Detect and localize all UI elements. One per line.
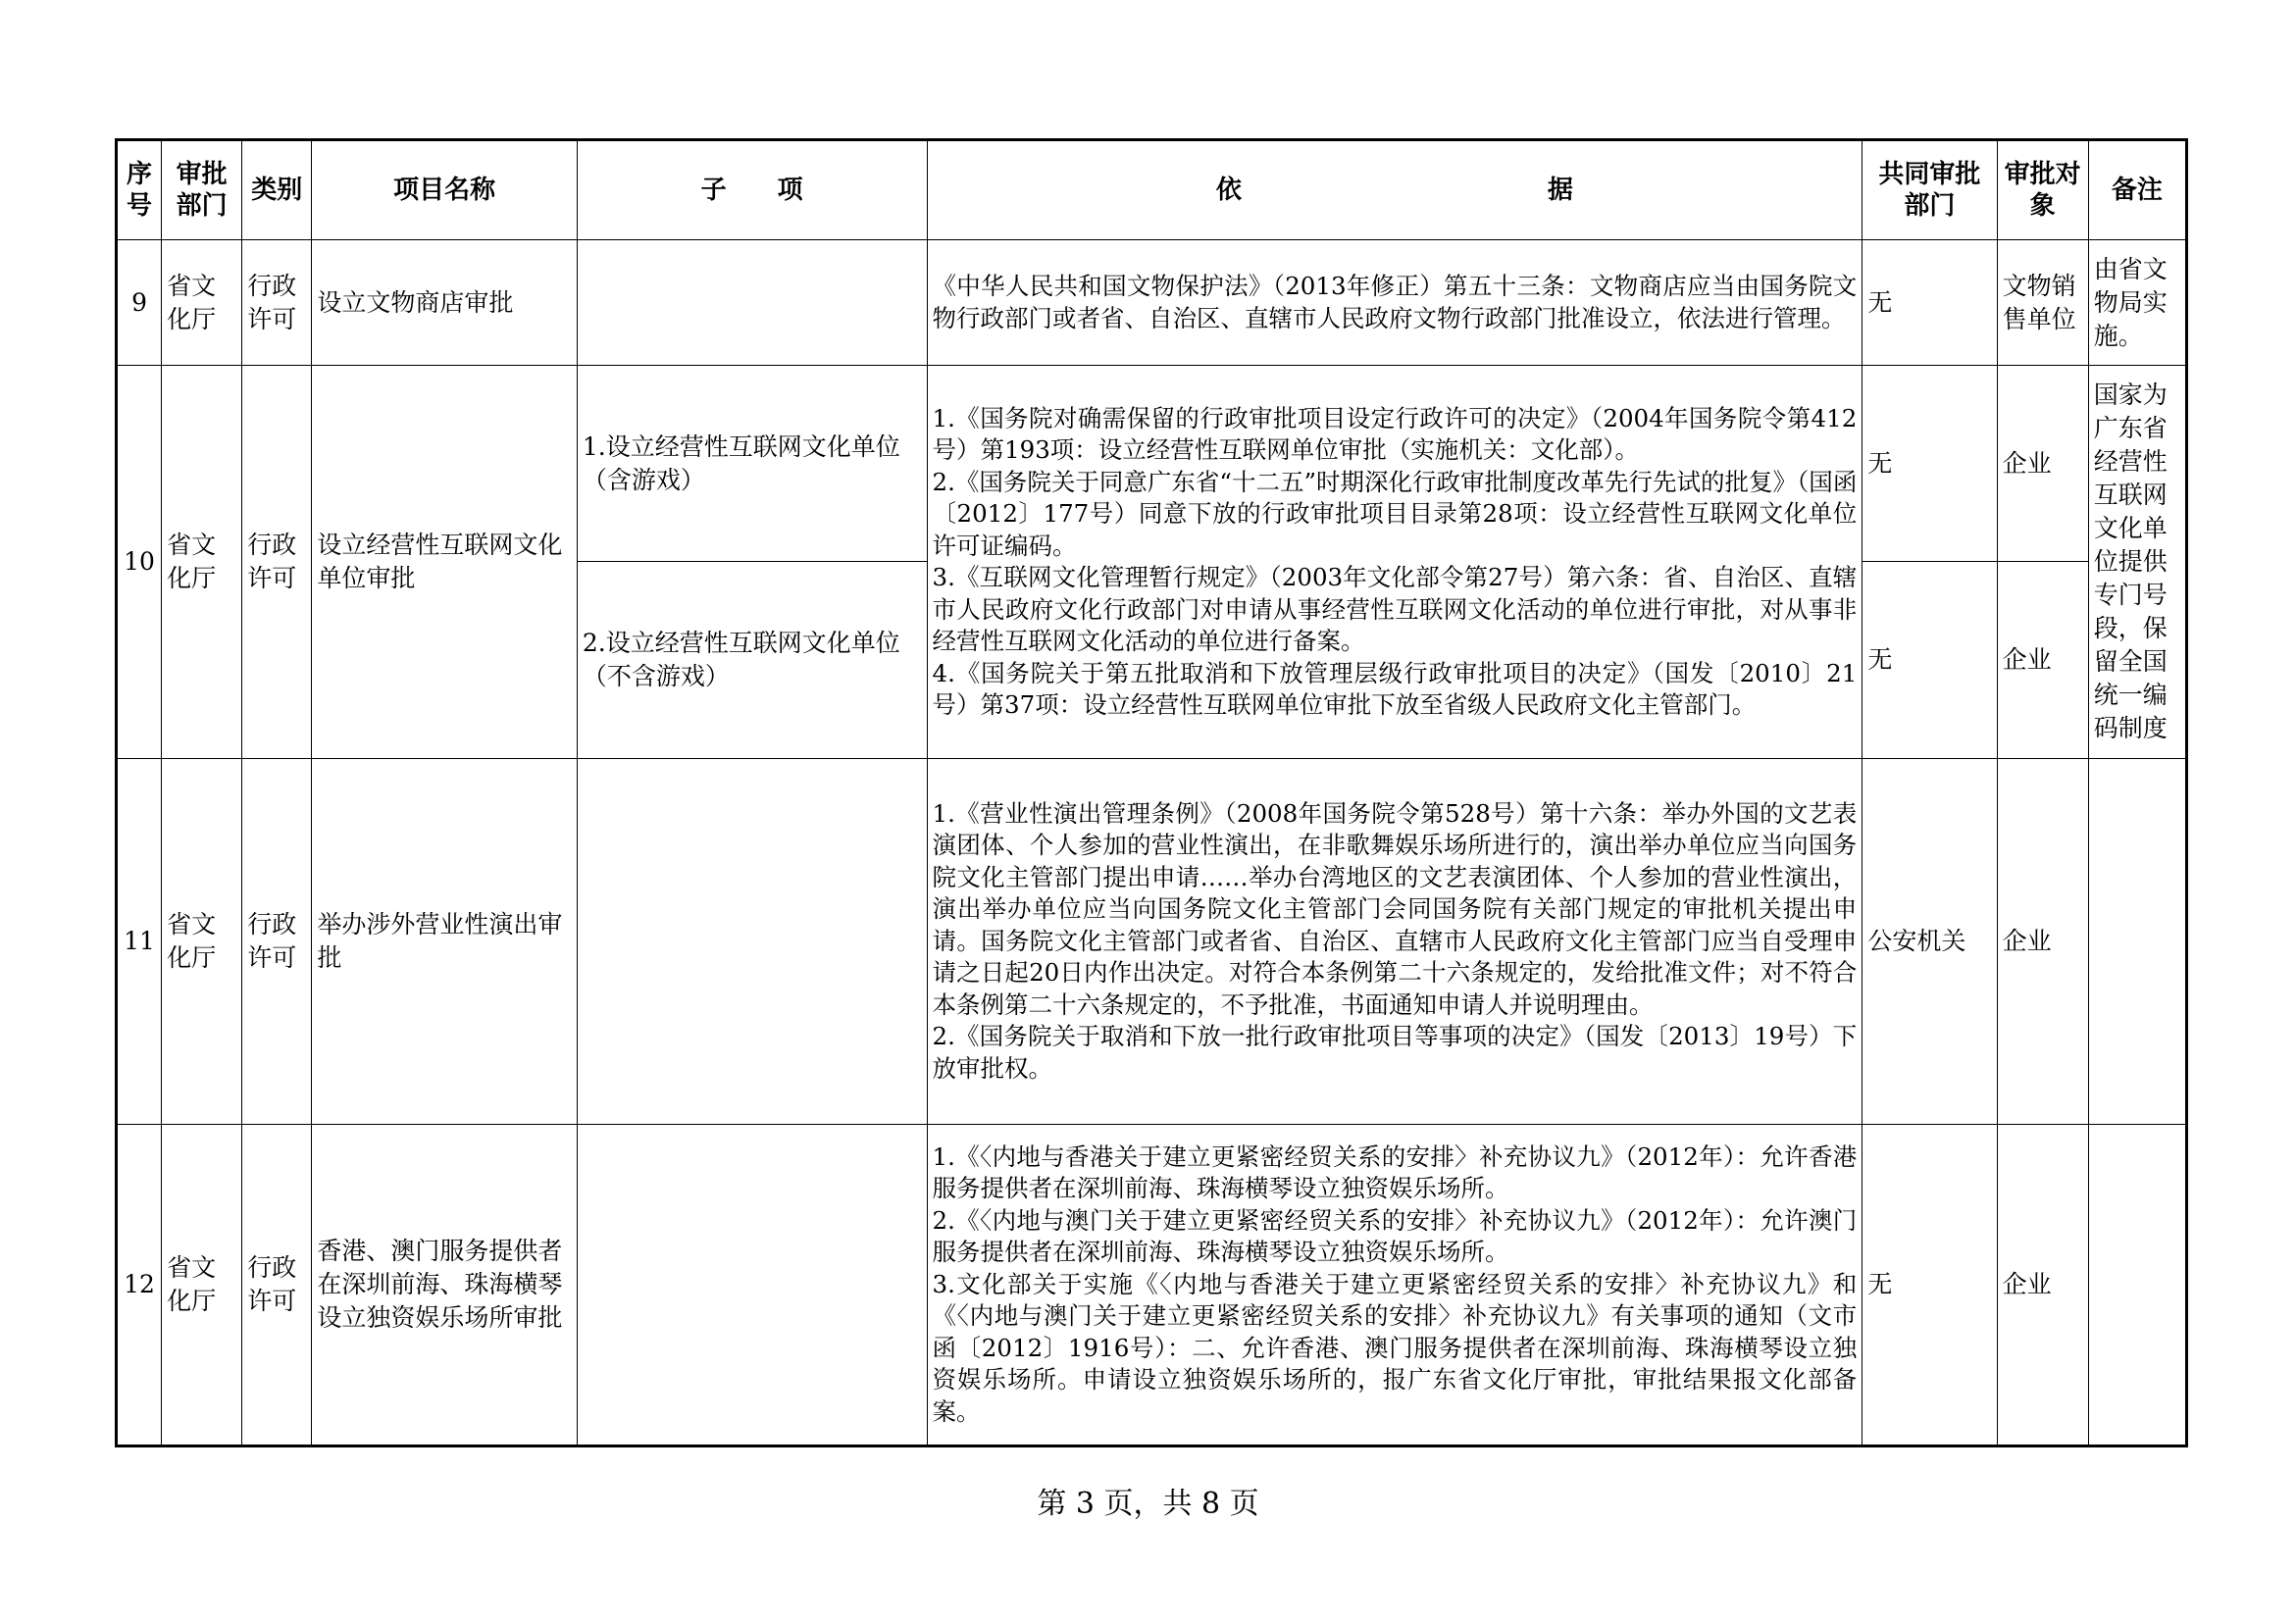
- subitem-cell: 1.设立经营性互联网文化单位（含游戏）: [577, 366, 927, 562]
- dept-cell: 省文化厅: [162, 366, 242, 759]
- joint-dept-cell: 无: [1862, 562, 1997, 759]
- table-row: [117, 240, 2187, 366]
- joint-dept-cell: 公安机关: [1862, 759, 1997, 1125]
- seq-cell: 9: [117, 240, 162, 366]
- header-dept: 审批部门: [162, 140, 242, 240]
- table-header-row: [117, 140, 2187, 240]
- subitem-cell: 2.设立经营性互联网文化单位（不含游戏）: [577, 562, 927, 759]
- remark-cell: 由省文物局实施。: [2088, 240, 2186, 366]
- remark-cell: 国家为广东省经营性互联网文化单位提供专门号段，保留全国统一编码制度: [2088, 366, 2186, 759]
- joint-dept-cell: 无: [1862, 366, 1997, 562]
- header-seq: 序号: [117, 140, 162, 240]
- project-name-cell: 举办涉外营业性演出审批: [312, 759, 578, 1125]
- subitem-cell: [577, 240, 927, 366]
- header-category: 类别: [242, 140, 312, 240]
- target-cell: 文物销售单位: [1997, 240, 2088, 366]
- target-cell: 企业: [1997, 562, 2088, 759]
- category-cell: 行政许可: [242, 240, 312, 366]
- header-target: 审批对象: [1997, 140, 2088, 240]
- remark-cell: [2088, 759, 2186, 1125]
- seq-cell: 11: [117, 759, 162, 1125]
- header-subitem: 子 项: [577, 140, 927, 240]
- category-cell: 行政许可: [242, 759, 312, 1125]
- subitem-cell: [577, 759, 927, 1125]
- subitem-cell: [577, 1125, 927, 1446]
- seq-cell: 12: [117, 1125, 162, 1446]
- joint-dept-cell: 无: [1862, 240, 1997, 366]
- category-cell: 行政许可: [242, 366, 312, 759]
- joint-dept-cell: 无: [1862, 1125, 1997, 1446]
- header-remark: 备注: [2088, 140, 2186, 240]
- header-basis: 依 据: [927, 140, 1862, 240]
- basis-cell: 1.《国务院对确需保留的行政审批项目设定行政许可的决定》（2004年国务院令第412号）第193项：设立经营性互联网单位审批（实施机关：文化部）。 2.《国务院关于同意广东省“十二五”时期深化行政审批制度改革先行先试的批复》（国函〔2012〕177号）同意下放的行政审批项目目录第28项：设立经营性互联网文化单位许可证编码。 3.《互联网文化管理暂行规定》（2003年文化部令第27号）第六条：省、自治区、直辖市人民政府文化行政部门对申请从事经营性互联网文化活动的单位进行审批，对从事非经营性互联网文化活动的单位进行备案。 4.《国务院关于第五批取消和下放管理层级行政审批项目的决定》（国发〔2010〕21号）第37项：设立经营性互联网单位审批下放至省级人民政府文化主管部门。: [927, 366, 1862, 759]
- page-footer: 第 3 页，共 8 页: [1037, 1487, 1259, 1521]
- category-cell: 行政许可: [242, 1125, 312, 1446]
- approval-items-table: [115, 138, 2188, 1447]
- basis-cell: 1.《营业性演出管理条例》（2008年国务院令第528号）第十六条：举办外国的文艺表演团体、个人参加的营业性演出，在非歌舞娱乐场所进行的，演出举办单位应当向国务院文化主管部门提出申请……举办台湾地区的文艺表演团体、个人参加的营业性演出，演出举办单位应当向国务院文化主管部门会同国务院有关部门规定的审批机关提出申请。国务院文化主管部门或者省、自治区、直辖市人民政府文化主管部门应当自受理申请之日起20日内作出决定。对符合本条例第二十六条规定的，发给批准文件；对不符合本条例第二十六条规定的，不予批准，书面通知申请人并说明理由。 2.《国务院关于取消和下放一批行政审批项目等事项的决定》（国发〔2013〕19号）下放审批权。: [927, 759, 1862, 1125]
- dept-cell: 省文化厅: [162, 240, 242, 366]
- remark-cell: [2088, 1125, 2186, 1446]
- project-name-cell: 香港、澳门服务提供者在深圳前海、珠海横琴设立独资娱乐场所审批: [312, 1125, 578, 1446]
- table-row: [117, 759, 2187, 1125]
- header-joint: 共同审批部门: [1862, 140, 1997, 240]
- header-project: 项目名称: [312, 140, 578, 240]
- target-cell: 企业: [1997, 1125, 2088, 1446]
- dept-cell: 省文化厅: [162, 759, 242, 1125]
- target-cell: 企业: [1997, 759, 2088, 1125]
- target-cell: 企业: [1997, 366, 2088, 562]
- table-row: [117, 366, 2187, 562]
- basis-cell: 《中华人民共和国文物保护法》（2013年修正）第五十三条：文物商店应当由国务院文物行政部门或者省、自治区、直辖市人民政府文物行政部门批准设立，依法进行管理。: [927, 240, 1862, 366]
- seq-cell: 10: [117, 366, 162, 759]
- basis-cell: 1.《〈内地与香港关于建立更紧密经贸关系的安排〉补充协议九》（2012年）：允许香港服务提供者在深圳前海、珠海横琴设立独资娱乐场所。 2.《〈内地与澳门关于建立更紧密经贸关系的安排〉补充协议九》（2012年）：允许澳门服务提供者在深圳前海、珠海横琴设立独资娱乐场所。 3.文化部关于实施《〈内地与香港关于建立更紧密经贸关系的安排〉补充协议九》和《〈内地与澳门关于建立更紧密经贸关系的安排〉补充协议九》有关事项的通知（文市函〔2012〕1916号）：二、允许香港、澳门服务提供者在深圳前海、珠海横琴设立独资娱乐场所。申请设立独资娱乐场所的，报广东省文化厅审批，审批结果报文化部备案。: [927, 1125, 1862, 1446]
- project-name-cell: 设立经营性互联网文化单位审批: [312, 366, 578, 759]
- dept-cell: 省文化厅: [162, 1125, 242, 1446]
- table-row: [117, 1125, 2187, 1446]
- project-name-cell: 设立文物商店审批: [312, 240, 578, 366]
